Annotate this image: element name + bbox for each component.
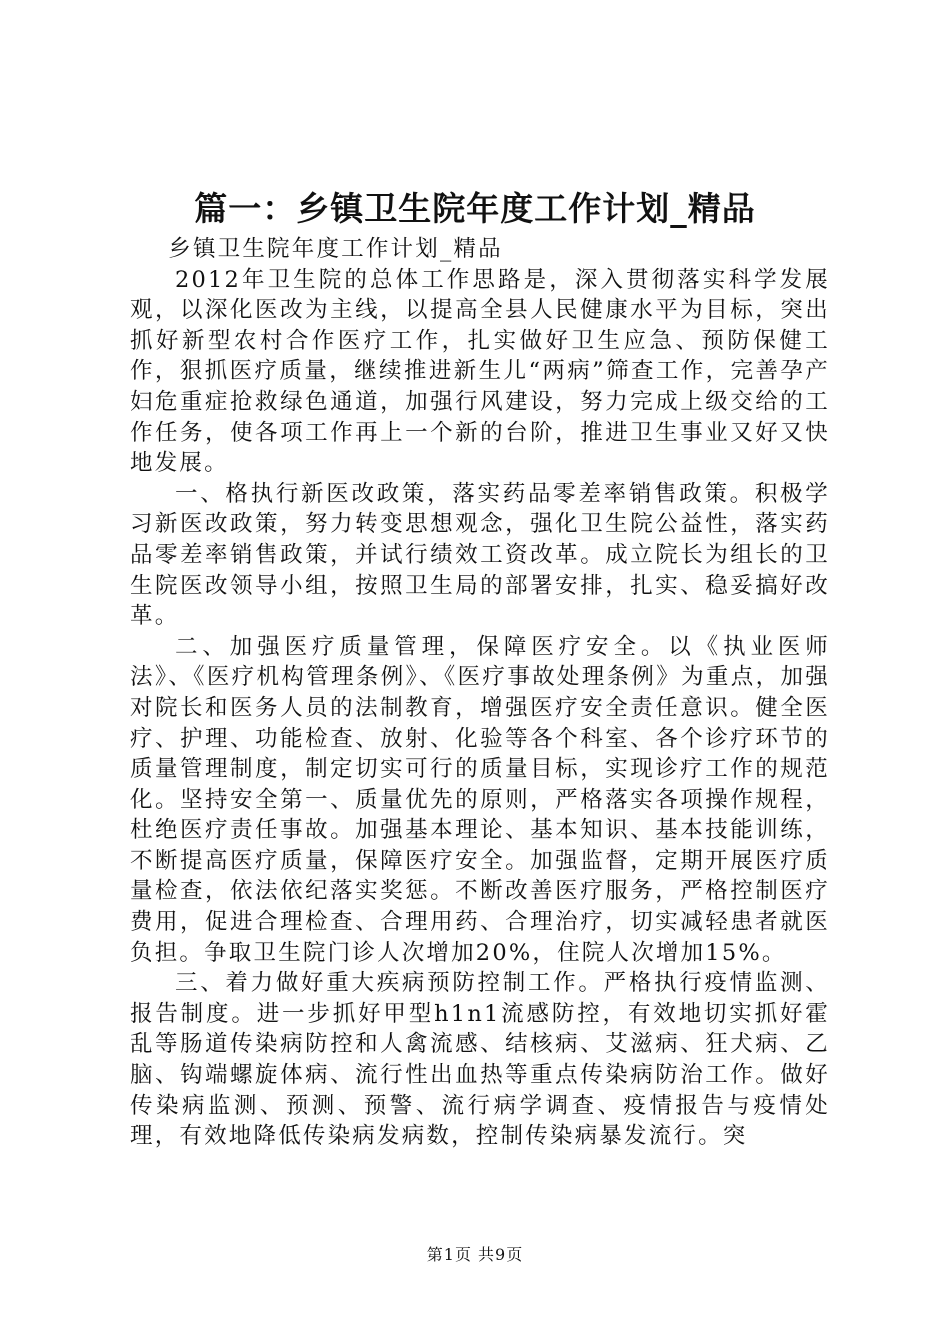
document-title: 篇一：乡镇卫生院年度工作计划_精品	[194, 189, 756, 228]
paragraph-section-1: 一、格执行新医改政策，落实药品零差率销售政策。积极学习新医改政策，努力转变思想观念，强化卫生院公益性，落实药品零差率销售政策，并试行绩效工资改革。成立院长为组长的卫生院医改领导小组，按照卫生局的部署安排，扎实、稳妥搞好改革。	[130, 480, 830, 630]
document-body	[130, 234, 830, 1152]
document-subtitle: 乡镇卫生院年度工作计划_精品	[168, 236, 503, 262]
page-footer: 第1页 共9页	[426, 1245, 524, 1264]
paragraph-section-3: 三、着力做好重大疾病预防控制工作。严格执行疫情监测、报告制度。进一步抓好甲型h1n1流感防控，有效地切实抓好霍乱等肠道传染病防控和人禽流感、结核病、艾滋病、狂犬病、乙脑、钩端螺旋体病、流行性出血热等重点传染病防治工作。做好传染病监测、预测、预警、流行病学调查、疫情报告与疫情处理，有效地降低传染病发病数，控制传染病暴发流行。突	[130, 970, 830, 1150]
paragraph-intro: 2012年卫生院的总体工作思路是，深入贯彻落实科学发展观，以深化医改为主线，以提高全县人民健康水平为目标，突出抓好新型农村合作医疗工作，扎实做好卫生应急、预防保健工作，狠抓医疗质量，继续推进新生儿“两病”筛查工作，完善孕产妇危重症抢救绿色通道，加强行风建设，努力完成上级交给的工作任务，使各项工作再上一个新的台阶，推进卫生事业又好又快地发展。	[130, 266, 830, 477]
paragraph-section-2: 二、加强医疗质量管理，保障医疗安全。以《执业医师法》、《医疗机构管理条例》、《医疗事故处理条例》为重点，加强对院长和医务人员的法制教育，增强医疗安全责任意识。健全医疗、护理、功能检查、放射、化验等各个科室、各个诊疗环节的质量管理制度，制定切实可行的质量目标，实现诊疗工作的规范化。坚持安全第一、质量优先的原则，严格落实各项操作规程，杜绝医疗责任事故。加强基本理论、基本知识、基本技能训练，不断提高医疗质量，保障医疗安全。加强监督，定期开展医疗质量检查，依法依纪落实奖惩。不断改善医疗服务，严格控制医疗费用，促进合理检查、合理用药、合理治疗，切实减轻患者就医负担。争取卫生院门诊人次增加20%，住院人次增加15%。	[130, 633, 830, 966]
